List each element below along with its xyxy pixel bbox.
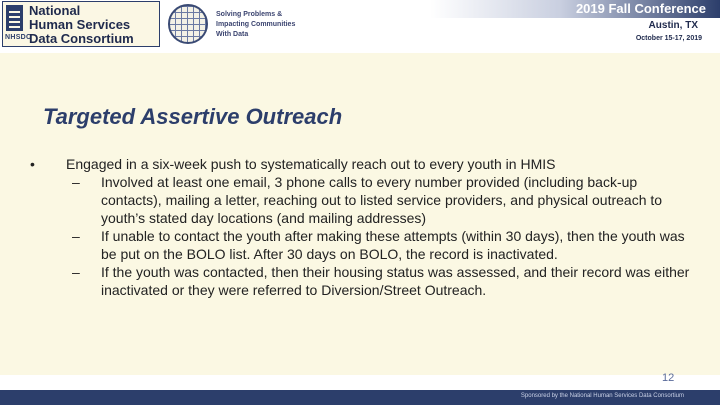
- sub-bullet-text: If the youth was contacted, then their housing status was assessed, and their record was either inactivated or they were referred to Diversion/Street Outreach.: [101, 264, 690, 298]
- conference-banner: [430, 0, 720, 18]
- tagline: [216, 10, 336, 40]
- tagline-line-3: With Data: [216, 31, 249, 38]
- organization-name-line-3: Data Consortium: [29, 31, 134, 46]
- sub-bullet-marker: –: [72, 264, 80, 280]
- conference-dates: October 15-17, 2019: [635, 35, 702, 42]
- sponsor-text: Sponsored by the National Human Services Data Consortium: [520, 393, 684, 399]
- sub-bullet-item: [30, 173, 690, 227]
- logo-icon: [6, 5, 23, 31]
- conference-title: 2019 Fall Conference: [575, 1, 706, 16]
- tagline-line-2: Impacting Communities: [216, 21, 296, 28]
- bullet-marker: •: [30, 156, 35, 172]
- footer-bar: [0, 390, 720, 405]
- nhsdc-logo: [2, 1, 160, 47]
- bullet-text: Engaged in a six-week push to systematically reach out to every youth in HMIS: [66, 156, 556, 172]
- bullet-list: [30, 155, 690, 299]
- organization-name-line-2: Human Services: [29, 17, 131, 32]
- conference-city: Austin, TX: [648, 20, 698, 31]
- sub-bullet-marker: –: [72, 228, 80, 244]
- sub-bullet-marker: –: [72, 174, 80, 190]
- logo-abbreviation: NHSDC: [5, 34, 32, 41]
- slide-header: [0, 0, 720, 52]
- sub-bullet-item: [30, 263, 690, 299]
- sub-bullet-text: If unable to contact the youth after making these attempts (within 30 days), then the youth was be put on the BOLO list. After 30 days on BOLO, the record is inactivated.: [101, 228, 685, 262]
- bullet-item: [30, 155, 690, 173]
- globe-icon: [168, 4, 208, 44]
- slide-title: Targeted Assertive Outreach: [43, 104, 343, 129]
- sub-bullet-item: [30, 227, 690, 263]
- tagline-line-1: Solving Problems &: [216, 11, 283, 18]
- page-number: 12: [662, 372, 675, 384]
- sub-bullet-text: Involved at least one email, 3 phone calls to every number provided (including back-up contacts), mailing a letter, reaching out to listed service providers, and physical outreach to youth’s stated day locations (and mailing addresses): [101, 174, 663, 226]
- organization-name: [29, 4, 159, 46]
- organization-name-line-1: National: [29, 3, 81, 18]
